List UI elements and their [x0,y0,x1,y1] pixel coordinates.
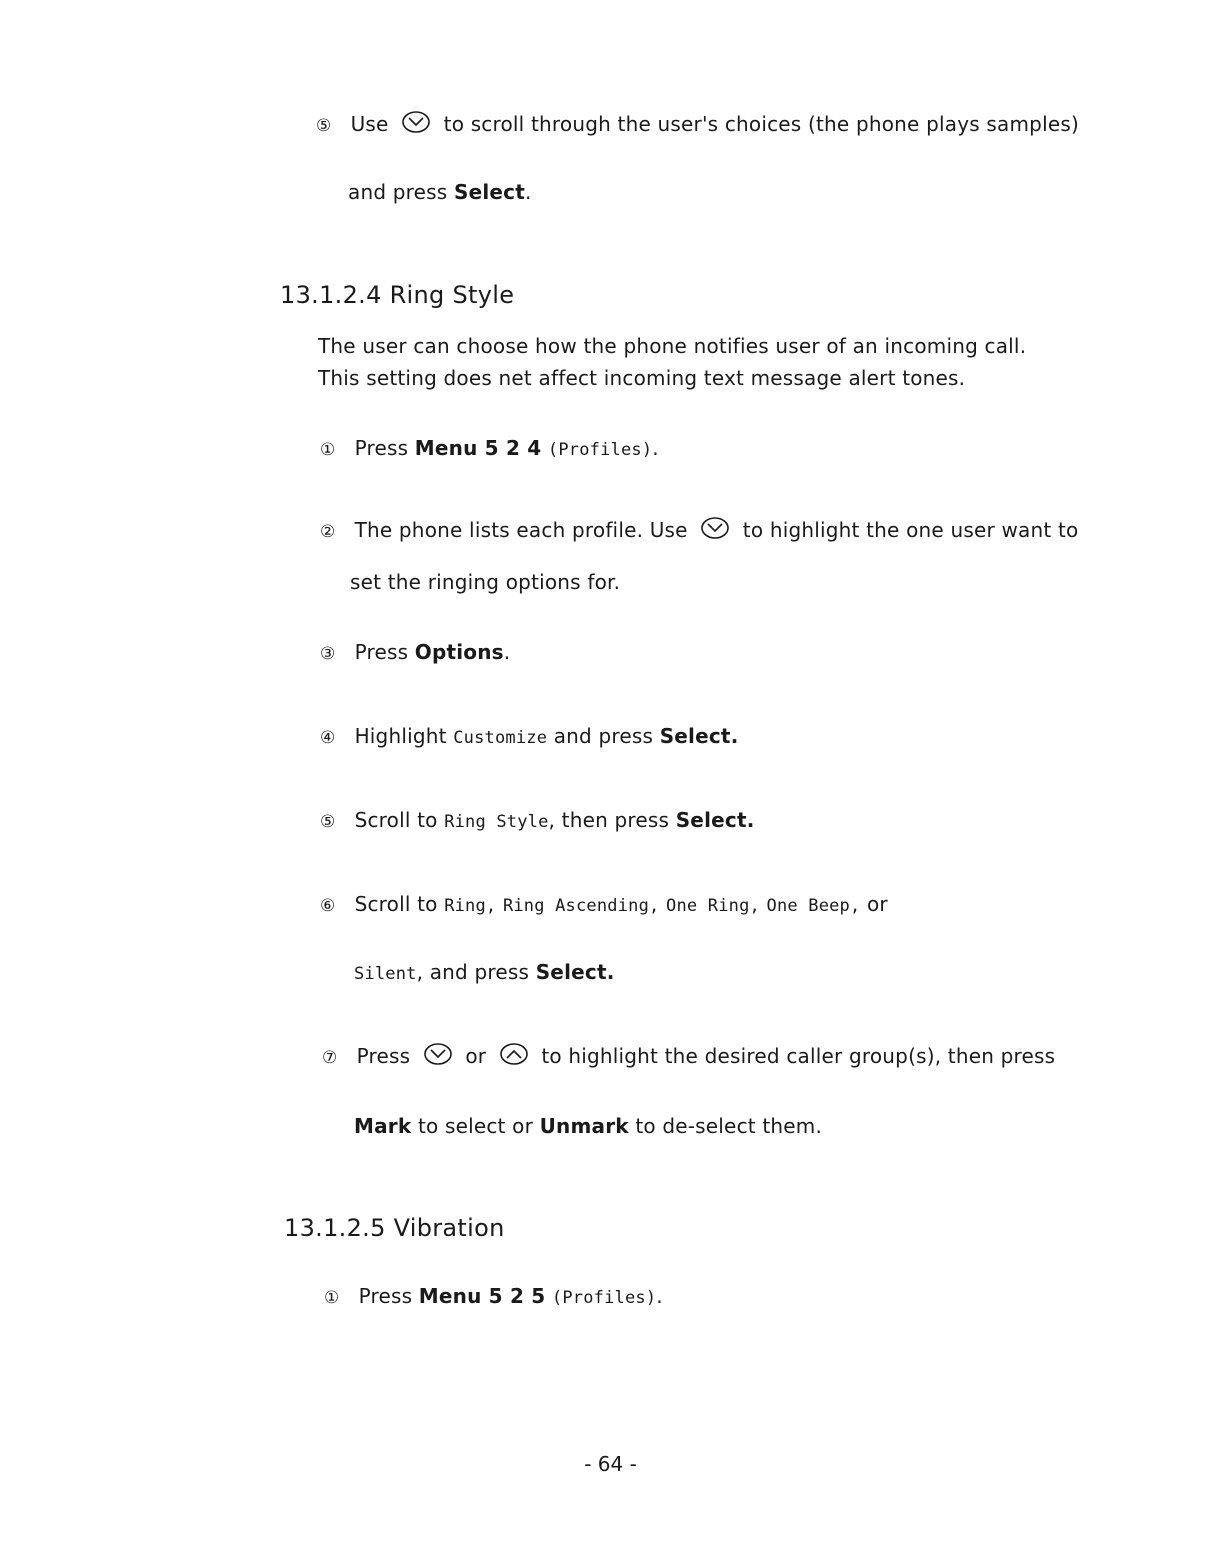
step-5-line: ⑤ Use to scroll through the user's choices (the phone plays samples) [316,110,1079,140]
vibration-step-1: ① Press Menu 5 2 5 (Profiles). [324,1284,663,1308]
ring-style-step-4: ④ Highlight Customize and press Select. [320,724,739,748]
nav-down-icon [700,516,730,540]
nav-up-icon [499,1042,529,1066]
ring-style-step-6: ⑥ Scroll to Ring, Ring Ascending, One Ring, One Beep, or [320,892,888,916]
step-5-continuation: and press Select. [348,180,532,204]
intro-line-1: The user can choose how the phone notifies user of an incoming call. [318,334,1027,358]
intro-line-2: This setting does net affect incoming text message alert tones. [318,366,966,390]
ring-style-step-6-cont: Silent, and press Select. [354,960,615,984]
ring-style-step-7-cont: Mark to select or Unmark to de-select them. [354,1114,823,1138]
page-number: - 64 - [584,1452,637,1476]
ring-style-step-2-cont: set the ringing options for. [350,570,621,594]
nav-down-icon [401,110,431,134]
section-heading-ring-style: 13.1.2.4 Ring Style [280,281,515,309]
step-number: ⑤ [316,116,332,136]
ring-style-step-7: ⑦ Press or to highlight the desired caller group(s), then press [322,1044,1056,1068]
nav-down-icon [423,1042,453,1066]
ring-style-step-2: ② The phone lists each profile. Use to highlight the one user want to [320,518,1079,542]
ring-style-step-5: ⑤ Scroll to Ring Style, then press Select. [320,808,755,832]
ring-style-step-3: ③ Press Options. [320,640,511,664]
section-heading-vibration: 13.1.2.5 Vibration [284,1214,505,1242]
ring-style-step-1: ① Press Menu 5 2 4 (Profiles). [320,436,659,460]
